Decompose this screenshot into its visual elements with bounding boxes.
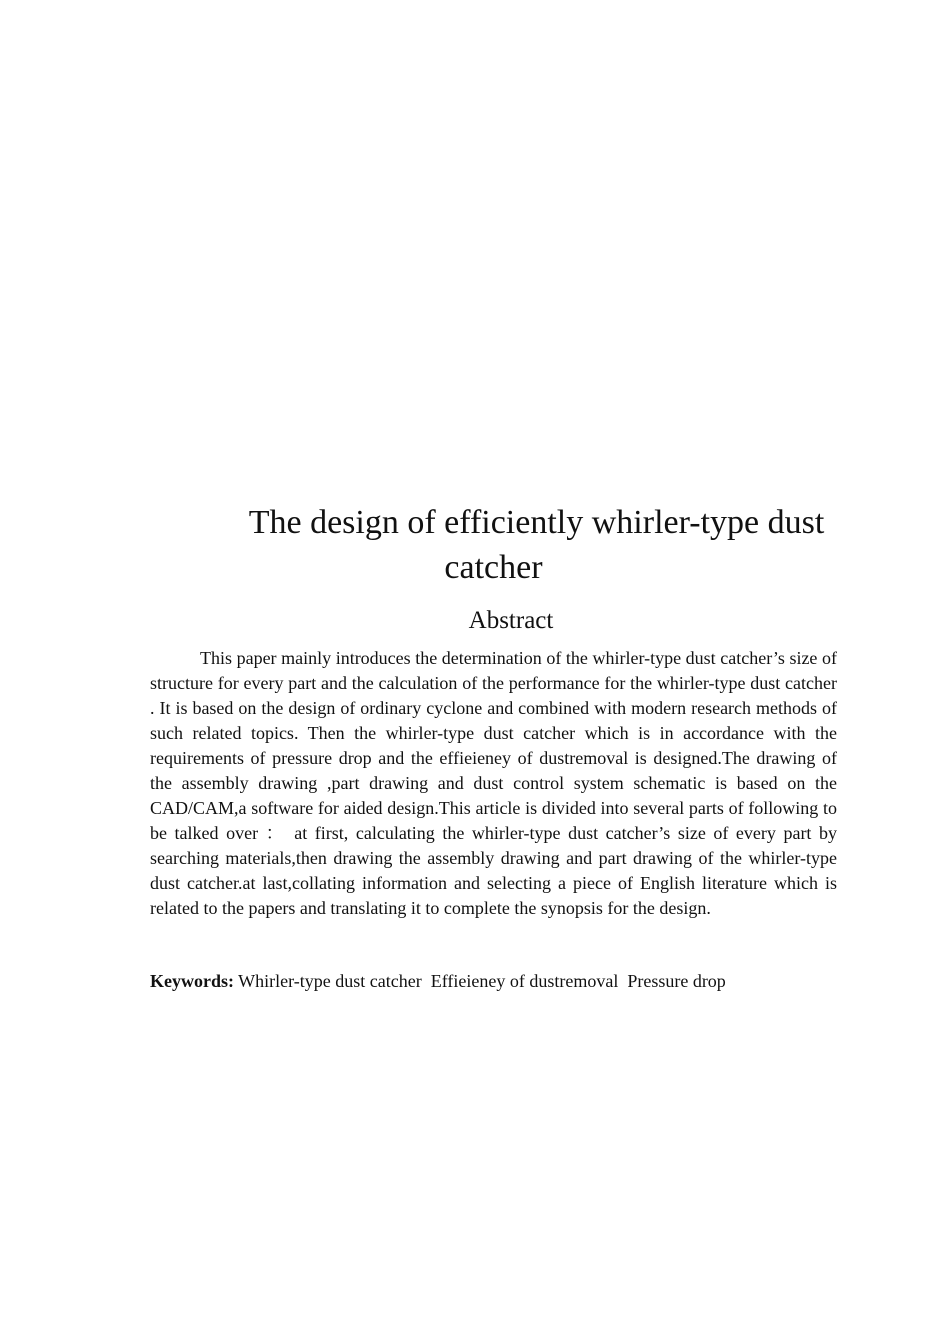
keywords-text: Whirler-type dust catcher Effieieney of dustremoval Pressure drop <box>234 971 726 991</box>
abstract-heading: Abstract <box>468 607 554 634</box>
keywords-label: Keywords: <box>150 971 234 991</box>
keywords-line <box>150 969 850 994</box>
abstract-body: This paper mainly introduces the determination of the whirler-type dust catcher’s size of structure for every part and the calculation of the performance for the whirler-type dust catcher . It is based on the design of ordinary cyclone and combined with modern research methods of such related topics. Then the whirler-type dust catcher which is in accordance with the requirements of pressure drop and the effieieney of dustremoval is designed.The drawing of the assembly drawing ,part drawing and dust control system schematic is based on the CAD/CAM,a software for aided design.This article is divided into several parts of following to be talked over ： at first, calculating the whirler-type dust catcher’s size of every part by searching materials,then drawing the assembly drawing and part drawing of the whirler-type dust catcher.at last,collating information and selecting a piece of English literature which is related to the papers and translating it to complete the synopsis for the design. <box>150 648 837 918</box>
paper-title: The design of efficiently whirler-type dust catcher <box>248 504 825 586</box>
